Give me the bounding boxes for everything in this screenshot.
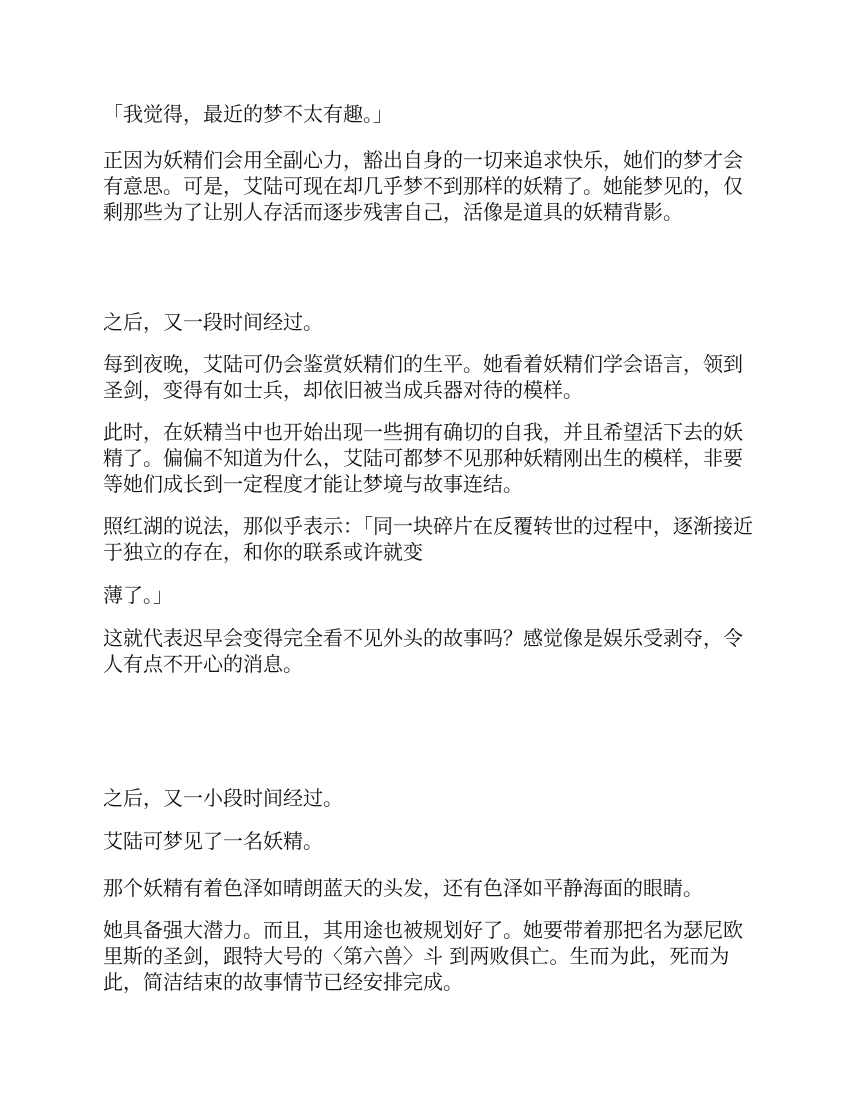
paragraph-8: 这就代表迟早会变得完全看不见外头的故事吗？感觉像是娱乐受剥夺，令人有点不开心的消息。 <box>103 626 743 676</box>
paragraph-11: 那个妖精有着色泽如晴朗蓝天的头发，还有色泽如平静海面的眼睛。 <box>103 876 703 900</box>
paragraph-1: 「我觉得，最近的梦不太有趣。」 <box>103 102 393 126</box>
paragraph-6: 照红湖的说法，那似乎表示：「同一块碎片在反覆转世的过程中，逐渐接近于独立的存在，和你的联系或许就变 <box>103 514 753 564</box>
paragraph-12: 她具备强大潜力。而且，其用途也被规划好了。她要带着那把名为瑟尼欧里斯的圣剑，跟特大号的〈第六兽〉斗 到两败俱亡。生而为此，死而为此，简洁结束的故事情节已经安排完成。 <box>103 918 743 994</box>
paragraph-2: 正因为妖精们会用全副心力，豁出自身的一切来追求快乐，她们的梦才会有意思。可是，艾陆可现在却几乎梦不到那样的妖精了。她能梦见的，仅剩那些为了让别人存活而逐步残害自己，活像是道具的妖精背影。 <box>103 148 743 224</box>
paragraph-7: 薄了。」 <box>103 583 173 607</box>
document-page <box>103 0 753 1100</box>
paragraph-4: 每到夜晚，艾陆可仍会鉴赏妖精们的生平。她看着妖精们学会语言，领到圣剑，变得有如士兵，却依旧被当成兵器对待的模样。 <box>103 352 743 402</box>
paragraph-3: 之后，又一段时间经过。 <box>103 310 323 334</box>
paragraph-9: 之后，又一小段时间经过。 <box>103 786 343 810</box>
paragraph-5: 此时，在妖精当中也开始出现一些拥有确切的自我，并且希望活下去的妖精了。偏偏不知道为什么，艾陆可都梦不见那种妖精刚出生的模样，非要等她们成长到一定程度才能让梦境与故事连结。 <box>103 420 743 496</box>
paragraph-10: 艾陆可梦见了一名妖精。 <box>103 829 323 853</box>
